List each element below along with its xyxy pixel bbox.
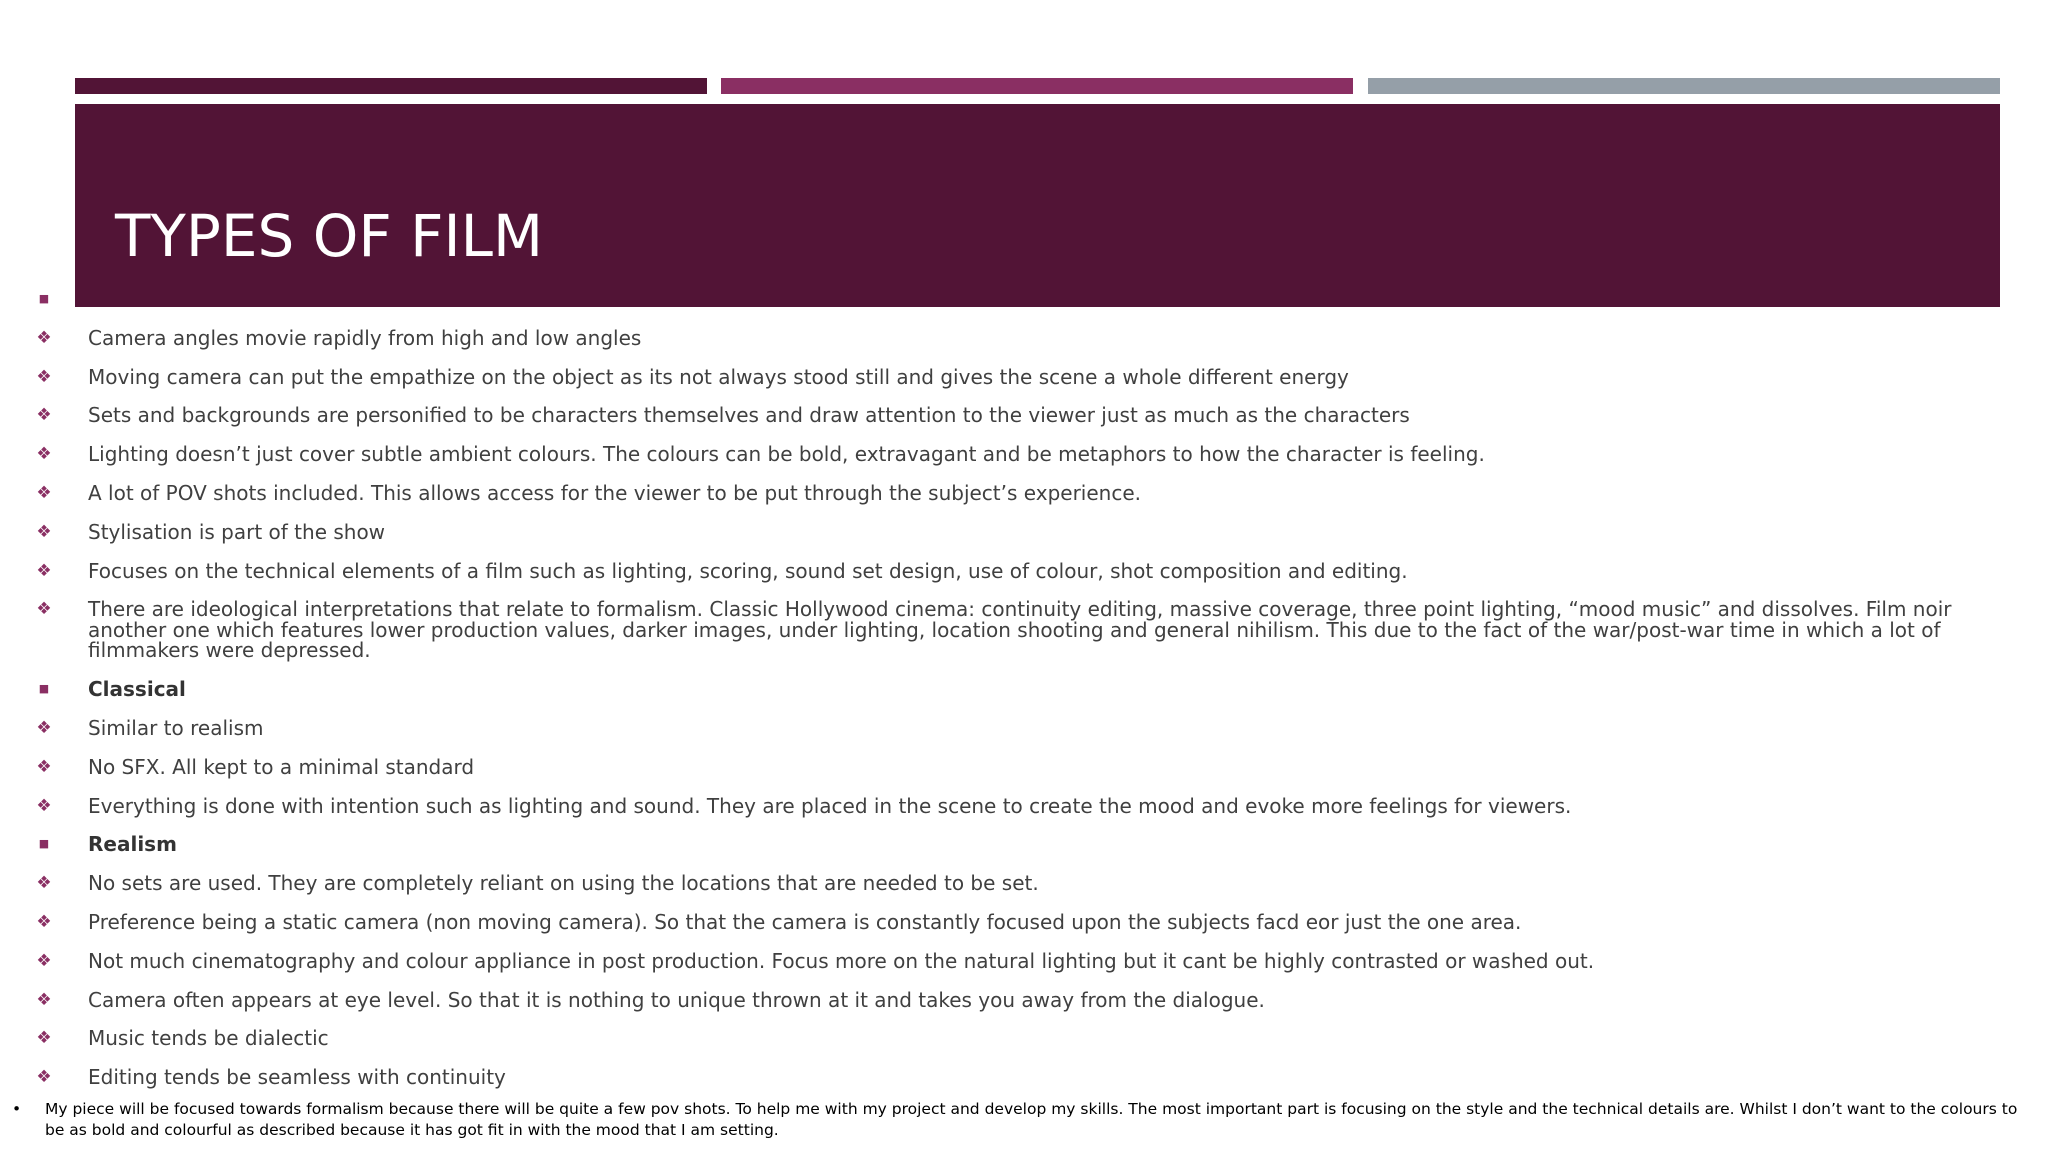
diamond-bullet-icon: ❖ bbox=[36, 405, 52, 426]
list-item bbox=[32, 325, 1972, 350]
slide-title: TYPES OF FILM bbox=[115, 202, 544, 270]
list-item-text: Lighting doesn’t just cover subtle ambient colours. The colours can be bold, extravagant and be metaphors to how the character is feeling. bbox=[88, 442, 1485, 467]
list-item bbox=[32, 754, 1972, 779]
list-item bbox=[32, 558, 1972, 583]
diamond-bullet-icon: ❖ bbox=[36, 327, 52, 348]
diamond-bullet-icon: ❖ bbox=[36, 366, 52, 387]
diamond-bullet-icon: ❖ bbox=[36, 599, 52, 620]
diamond-bullet-icon: ❖ bbox=[36, 560, 52, 581]
list-item bbox=[32, 715, 1972, 740]
list-item-text: Camera angles movie rapidly from high and low angles bbox=[88, 325, 642, 350]
diamond-bullet-icon: ❖ bbox=[36, 1067, 52, 1088]
list-item-text: Not much cinematography and colour appliance in post production. Focus more on the natural lighting but it cant be highly contrasted or washed out. bbox=[88, 948, 1595, 973]
list-item bbox=[32, 987, 1972, 1012]
list-item bbox=[32, 873, 1972, 894]
diamond-bullet-icon: ❖ bbox=[36, 873, 52, 894]
diamond-bullet-icon: ❖ bbox=[36, 989, 52, 1010]
square-bullet-icon: ■ bbox=[38, 682, 50, 696]
list-item-text: Editing tends be seamless with continuity bbox=[88, 1065, 506, 1090]
list-item-text: A lot of POV shots included. This allows access for the viewer to be put through the subject’s experience. bbox=[88, 480, 1141, 505]
dot-bullet-icon: • bbox=[12, 1100, 22, 1118]
diamond-bullet-icon: ❖ bbox=[36, 911, 52, 932]
diamond-bullet-icon: ❖ bbox=[36, 444, 52, 465]
list-item-text: Similar to realism bbox=[88, 715, 264, 740]
list-item bbox=[32, 480, 1972, 505]
list-item-text: Stylisation is part of the show bbox=[88, 519, 386, 544]
list-item bbox=[32, 364, 1972, 389]
accent-bar-magenta bbox=[721, 78, 1353, 94]
list-item-text: Preference being a static camera (non moving camera). So that the camera is constantly focused upon the subjects facd eor just the one area. bbox=[88, 909, 1522, 934]
list-item bbox=[32, 1067, 1972, 1088]
list-item bbox=[32, 1028, 1972, 1049]
section-heading-classical bbox=[32, 679, 1972, 700]
list-item-text: Moving camera can put the empathize on the object as its not always stood still and gives the scene a whole different energy bbox=[88, 364, 1349, 389]
diamond-bullet-icon: ❖ bbox=[36, 717, 52, 738]
footer-note bbox=[12, 1099, 2030, 1141]
diamond-bullet-icon: ❖ bbox=[36, 482, 52, 503]
content-list bbox=[32, 289, 1972, 1106]
list-item-text: No SFX. All kept to a minimal standard bbox=[88, 754, 475, 779]
list-item-text: Everything is done with intention such as lighting and sound. They are placed in the scene to create the mood and evoke more feelings for viewers. bbox=[88, 793, 1572, 818]
list-item-text: Sets and backgrounds are personified to be characters themselves and draw attention to the viewer just as much as the characters bbox=[88, 403, 1410, 428]
footer-note-text: My piece will be focused towards formalism because there will be quite a few pov shots. To help me with my project and develop my skills. The most important part is focusing on the style and the technical details are. Whilst I don’t want to the colours to be as bold and colourful as described because it has got fit in with the mood that I am setting. bbox=[45, 1100, 2018, 1139]
list-item-text: Music tends be dialectic bbox=[88, 1026, 329, 1051]
list-item bbox=[32, 405, 1972, 426]
heading-text: Realism bbox=[88, 832, 177, 857]
list-item-text: No sets are used. They are completely reliant on using the locations that are needed to be set. bbox=[88, 871, 1039, 896]
list-item bbox=[32, 599, 1972, 661]
list-item bbox=[32, 519, 1972, 544]
diamond-bullet-icon: ❖ bbox=[36, 950, 52, 971]
list-item bbox=[32, 793, 1972, 818]
accent-bar-gray bbox=[1368, 78, 2000, 94]
diamond-bullet-icon: ❖ bbox=[36, 795, 52, 816]
accent-bar-dark bbox=[75, 78, 707, 94]
diamond-bullet-icon: ❖ bbox=[36, 756, 52, 777]
square-bullet-icon: ■ bbox=[38, 837, 50, 851]
list-item bbox=[32, 948, 1972, 973]
list-item-text: Camera often appears at eye level. So that it is nothing to unique thrown at it and takes you away from the dialogue. bbox=[88, 987, 1265, 1012]
list-item-text: Focuses on the technical elements of a film such as lighting, scoring, sound set design, use of colour, shot composition and editing. bbox=[88, 558, 1408, 583]
list-item bbox=[32, 909, 1972, 934]
diamond-bullet-icon: ❖ bbox=[36, 1028, 52, 1049]
list-item-text: There are ideological interpretations that relate to formalism. Classic Hollywood cinema: continuity editing, massive coverage, three point lighting, “mood music” and dissolves. Film noir another one which features lower production values, darker images, under lighting, location shooting and general nihilism. This due to the fact of the war/post-war time in which a lot of filmmakers were depressed. bbox=[88, 597, 1952, 663]
heading-text: Classical bbox=[88, 677, 186, 702]
section-heading-realism bbox=[32, 834, 1972, 855]
square-bullet-icon: ■ bbox=[38, 292, 50, 305]
diamond-bullet-icon: ❖ bbox=[36, 521, 52, 542]
list-item bbox=[32, 444, 1972, 465]
title-banner bbox=[75, 104, 2000, 307]
